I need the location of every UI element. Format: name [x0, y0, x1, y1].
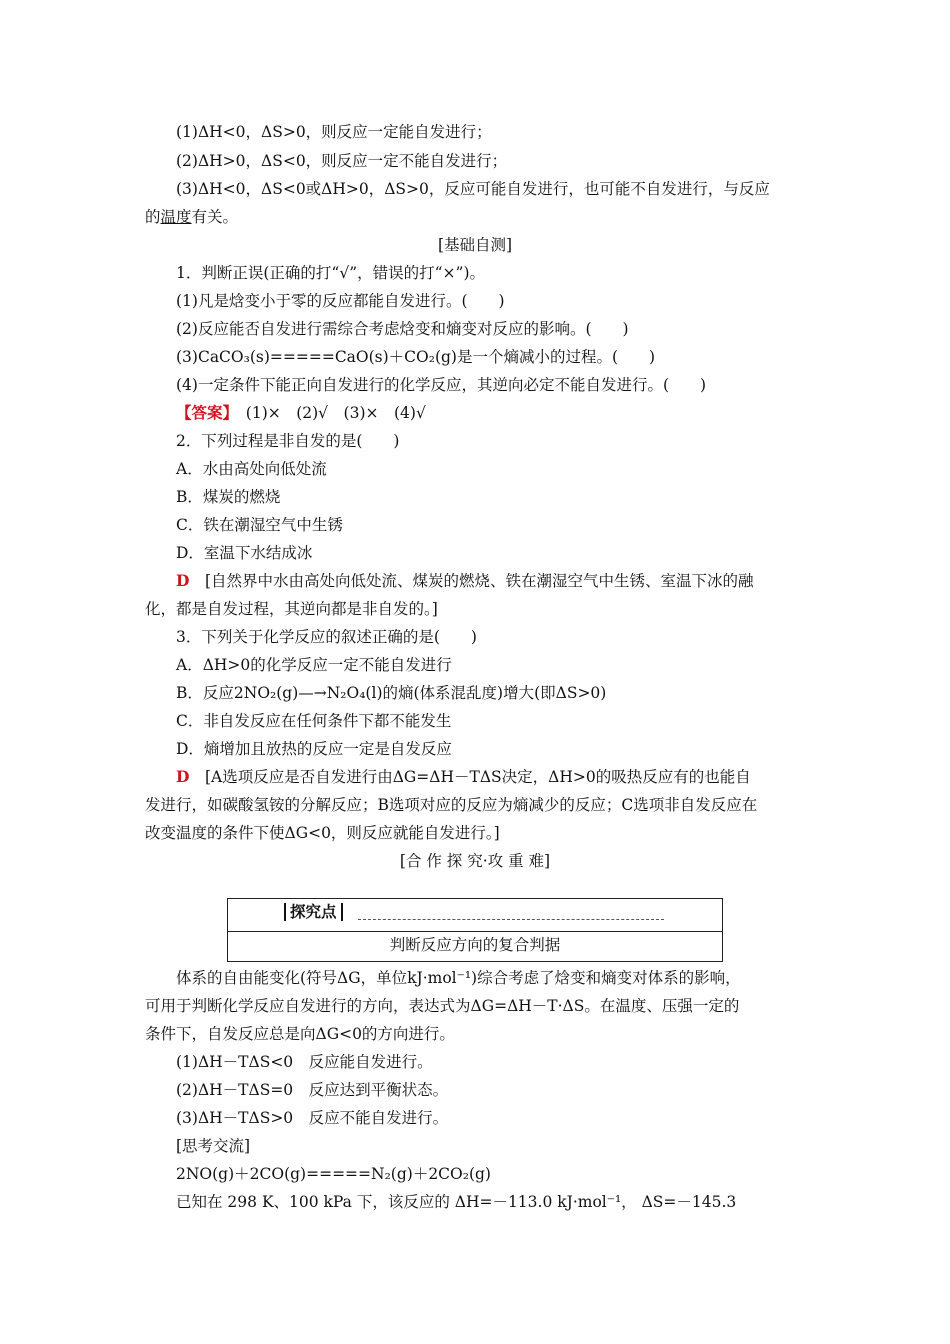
q2-option-b: B．煤炭的燃烧: [176, 488, 281, 506]
q2-explain-text-1: [自然界中水由高处向低处流、煤炭的燃烧、铁在潮湿空气中生锈、室温下冰的融: [204, 572, 754, 590]
explore-point-title: 判断反应方向的复合判据: [389, 936, 561, 954]
q2-explanation-2: 化，都是自发过程，其逆向都是非自发的。]: [145, 600, 438, 618]
q3-option-c: C．非自发反应在任何条件下都不能发生: [176, 712, 452, 730]
q2-option-a: A．水由高处向低处流: [176, 460, 327, 478]
q2-option-d: D．室温下水结成冰: [176, 544, 313, 562]
rule-3-tail: [145, 207, 238, 227]
q2-explanation-1: [176, 571, 754, 591]
q1-item-4: (4)一定条件下能正向自发进行的化学反应，其逆向必定不能自发进行。( ): [176, 376, 707, 394]
rule-tail-suffix: 有关。: [191, 208, 239, 226]
answer-tag: 【答案】: [176, 403, 231, 422]
explore-point-tag: 探究点: [284, 903, 343, 921]
q1-item-1: (1)凡是焓变小于零的反应都能自发进行。( ): [176, 292, 505, 310]
reaction-equation: 2NO(g)＋2CO(g)=====N₂(g)＋2CO₂(g): [176, 1165, 491, 1183]
last-line: 已知在 298 K、100 kPa 下，该反应的 ΔH=－113.0 kJ·mol⁻¹， ΔS=－145.3: [176, 1193, 737, 1211]
think-exchange-label: [思考交流]: [176, 1137, 251, 1155]
q3-explanation-3: 改变温度的条件下使ΔG<0，则反应就能自发进行。]: [145, 824, 500, 842]
q3-answer-letter: D: [176, 767, 190, 786]
q1-item-2: (2)反应能否自发进行需综合考虑焓变和熵变对反应的影响。( ): [176, 320, 629, 338]
q1-answer-line: [176, 403, 426, 423]
q2-stem: 2．下列过程是非自发的是( ): [176, 432, 400, 450]
para-line-1: 体系的自由能变化(符号ΔG，单位kJ·mol⁻¹)综合考虑了焓变和熵变对体系的影响，: [176, 969, 741, 987]
q3-explain-text-1: [A选项反应是否自发进行由ΔG=ΔH－TΔS决定，ΔH>0的吸热反应有的也能自: [204, 768, 751, 786]
q3-option-d: D．熵增加且放热的反应一定是自发反应: [176, 740, 452, 758]
q3-explanation-1: [176, 767, 751, 787]
q1-answer: (1)× (2)√ (3)× (4)√: [245, 404, 426, 422]
box-separator: [228, 931, 722, 932]
criterion-2: (2)ΔH－TΔS=0 反应达到平衡状态。: [176, 1081, 449, 1099]
rule-3: (3)ΔH<0，ΔS<0或ΔH>0，ΔS>0，反应可能自发进行，也可能不自发进行，与反应: [176, 180, 770, 198]
explore-point-box: [227, 898, 723, 962]
q3-option-a: A．ΔH>0的化学反应一定不能自发进行: [176, 656, 452, 674]
temperature-underlined: 温度: [160, 208, 192, 226]
rule-1: (1)ΔH<0，ΔS>0，则反应一定能自发进行；: [176, 123, 492, 141]
q1-item-3: (3)CaCO₃(s)=====CaO(s)＋CO₂(g)是一个熵减小的过程。( ): [176, 348, 656, 366]
dashed-divider: [358, 919, 664, 920]
para-line-3: 条件下，自发反应总是向ΔG<0的方向进行。: [145, 1025, 455, 1043]
criterion-3: (3)ΔH－TΔS>0 反应不能自发进行。: [176, 1109, 449, 1127]
para-line-2: 可用于判断化学反应自发进行的方向，表达式为ΔG=ΔH－T·ΔS。在温度、压强一定的: [145, 997, 740, 1015]
q2-option-c: C．铁在潮湿空气中生锈: [176, 516, 343, 534]
rule-tail-prefix: 的: [145, 208, 161, 226]
q2-answer-letter: D: [176, 571, 190, 590]
rule-2: (2)ΔH>0，ΔS<0，则反应一定不能自发进行；: [176, 152, 508, 170]
criterion-1: (1)ΔH－TΔS<0 反应能自发进行。: [176, 1053, 433, 1071]
q3-explanation-2: 发进行，如碳酸氢铵的分解反应；B选项对应的反应为熵减少的反应；C选项非自发反应在: [145, 796, 758, 814]
q3-option-b: B．反应2NO₂(g)—→N₂O₄(l)的熵(体系混乱度)增大(即ΔS>0): [176, 684, 607, 702]
q3-stem: 3．下列关于化学反应的叙述正确的是( ): [176, 628, 477, 646]
section-coop-heading: [合 作 探 究·攻 重 难]: [399, 852, 551, 870]
q1-stem: 1．判断正误(正确的打“√”，错误的打“×”)。: [176, 264, 486, 282]
section-basic-heading: [基础自测]: [437, 236, 513, 254]
